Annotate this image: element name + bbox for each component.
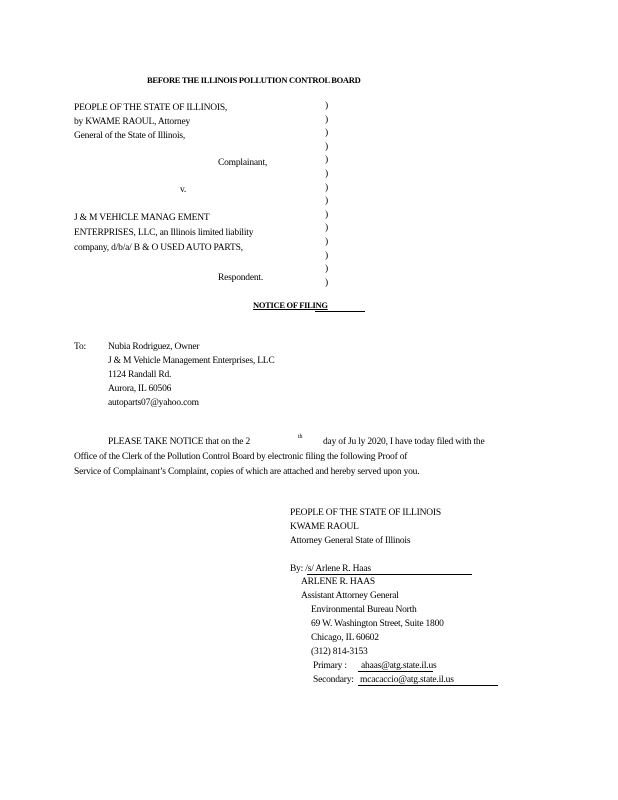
defendant-line-1: J & M VEHICLE MANAG EMENT (74, 213, 210, 223)
secondary-email-underline (358, 685, 498, 686)
body-superscript: th (298, 434, 303, 440)
recipient-line-4: Aurora, IL 60506 (108, 384, 172, 394)
secondary-email[interactable]: mcacaccio@atg.state.il.us (360, 675, 454, 685)
signer-name: ARLENE R. HAAS (301, 577, 375, 587)
versus-label: v. (180, 185, 187, 195)
board-title: BEFORE THE ILLINOIS POLLUTION CONTROL BOARD (147, 75, 361, 85)
to-label: To: (74, 342, 86, 352)
body-line-2: Office of the Clerk of the Pollution Control Board by electronic filing the following Proof of (74, 452, 408, 462)
body-line-1b: day of Ju ly 2020, I have today filed with the (323, 437, 485, 447)
recipient-line-3: 1124 Randall Rd. (108, 370, 172, 380)
complainant-label: Complainant, (218, 158, 268, 168)
phone-line: (312) 814-3153 (311, 647, 368, 657)
recipient-line-1: Nubia Rodriguez, Owner (108, 342, 200, 352)
body-line-1a: PLEASE TAKE NOTICE that on the 2 (108, 437, 251, 447)
caption-parentheses: ) ) ) ) ) ) ) ) ) ) ) ) ) ) (325, 101, 329, 288)
signature-underline (307, 574, 472, 575)
notice-title-underline (315, 311, 365, 312)
body-line-3: Service of Complainant’s Complaint, copies of which are attached and hereby served upon you. (74, 467, 420, 477)
signer-title: Assistant Attorney General (301, 591, 399, 601)
primary-email[interactable]: ahaas@atg.state.il.us (361, 661, 437, 671)
signature-party: PEOPLE OF THE STATE OF ILLINOIS (290, 508, 441, 518)
plaintiff-line-1: PEOPLE OF THE STATE OF ILLINOIS, (74, 103, 228, 113)
signature-by-line: By: /s/ Arlene R. Haas (290, 564, 371, 574)
respondent-label: Respondent. (218, 273, 264, 283)
defendant-line-3: company, d/b/a/ B & O USED AUTO PARTS, (74, 243, 243, 253)
defendant-line-2: ENTERPRISES, LLC, an Illinois limited liability (74, 228, 254, 238)
signature-ag-name: KWAME RAOUL (290, 522, 359, 532)
primary-email-label: Primary : (313, 661, 347, 671)
address-line-3: Chicago, IL 60602 (311, 633, 379, 643)
signature-ag-title: Attorney General State of Illinois (290, 536, 411, 546)
recipient-line-2: J & M Vehicle Management Enterprises, LLC (108, 356, 275, 366)
address-line-2: 69 W. Washington Street, Suite 1800 (311, 619, 444, 629)
secondary-email-label: Secondary: (313, 675, 354, 685)
notice-title: NOTICE OF FILING (253, 300, 328, 310)
plaintiff-line-3: General of the State of Illinois, (74, 131, 186, 141)
address-line-1: Environmental Bureau North (311, 605, 417, 615)
recipient-email: autoparts07@yahoo.com (108, 398, 199, 408)
primary-email-underline (358, 671, 433, 672)
plaintiff-line-2: by KWAME RAOUL, Attorney (74, 117, 191, 127)
